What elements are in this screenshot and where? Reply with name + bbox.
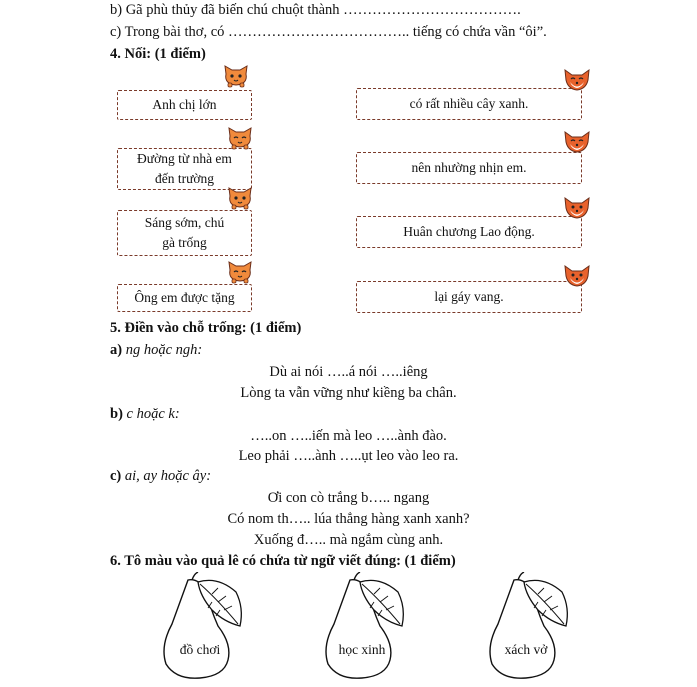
- fox-icon: [562, 128, 592, 154]
- cat-icon: [222, 64, 250, 88]
- question-3c: c) Trong bài thơ, có ……………………………….. tiếng có chứa vần “ôi”.: [110, 24, 547, 40]
- match-right-1-text: có rất nhiều cây xanh.: [409, 96, 529, 111]
- fox-icon: [562, 194, 592, 220]
- match-left-4-text: Ông em được tặng: [134, 290, 235, 305]
- fill-a-line-1: Dù ai nói …..á nói …..iêng: [269, 364, 428, 380]
- pear-1-label: đồ chơi: [179, 642, 221, 657]
- fill-part-c-hint: ai, ay hoặc ây:: [124, 468, 212, 484]
- fill-b-line-2: Leo phải …..ành …..ụt leo vào leo ra.: [238, 448, 459, 464]
- fill-part-b-header: [110, 406, 180, 423]
- cat-icon: [226, 186, 254, 210]
- pear-2[interactable]: [314, 572, 410, 682]
- fill-a-line-2: Lòng ta vẫn vững như kiềng ba chân.: [240, 385, 457, 401]
- match-left-1[interactable]: [117, 90, 252, 120]
- match-right-3[interactable]: [356, 216, 582, 248]
- pear-3[interactable]: [478, 572, 574, 682]
- match-left-2[interactable]: [117, 148, 252, 190]
- match-left-1-text: Anh chị lớn: [152, 97, 217, 112]
- fill-c-line-2: Có nom th….. lúa thẳng hàng xanh xanh?: [227, 511, 470, 527]
- fill-part-a-hint: ng hoặc ngh:: [125, 342, 203, 358]
- match-left-4[interactable]: [117, 284, 252, 312]
- pear-2-label: học xinh: [338, 642, 386, 657]
- fill-c-line-3: Xuống đ….. mà ngắm cùng anh.: [253, 532, 444, 548]
- fox-icon: [562, 262, 592, 288]
- question-4-title: 4. Nối: (1 điểm): [110, 46, 206, 62]
- match-left-3-line2: gà trống: [162, 235, 207, 250]
- fox-icon: [562, 66, 592, 92]
- fill-part-c-header: [110, 468, 211, 485]
- fill-c-line-1: Ơi con cò trắng b….. ngang: [267, 490, 430, 506]
- match-right-3-text: Huân chương Lao động.: [403, 224, 535, 239]
- pear-1[interactable]: [152, 572, 248, 682]
- cat-icon: [226, 260, 254, 284]
- question-6-title: 6. Tô màu vào quả lê có chứa từ ngữ viết đúng: (1 điểm): [110, 553, 456, 569]
- match-right-1[interactable]: [356, 88, 582, 120]
- pear-3-label: xách vở: [504, 642, 548, 657]
- question-5-title: 5. Điền vào chỗ trống: (1 điểm): [110, 320, 302, 336]
- match-right-4-text: lại gáy vang.: [434, 289, 504, 304]
- question-3b: b) Gã phù thủy đã biến chú chuột thành ……………………………….: [110, 2, 521, 18]
- pear-icon: [478, 572, 574, 682]
- pear-icon: [314, 572, 410, 682]
- fill-part-b-hint: c hoặc k:: [126, 406, 180, 422]
- match-left-3-line1: Sáng sớm, chú: [144, 215, 225, 230]
- cat-icon: [226, 126, 254, 150]
- match-right-4[interactable]: [356, 281, 582, 313]
- match-left-3[interactable]: [117, 210, 252, 256]
- fill-b-line-1: …..on …..iến mà leo …..ành đào.: [250, 428, 447, 444]
- pear-icon: [152, 572, 248, 682]
- fill-part-b-label: b): [110, 406, 123, 422]
- fill-part-c-label: c): [110, 468, 122, 484]
- fill-part-a-label: a): [110, 342, 123, 358]
- match-right-2-text: nên nhường nhịn em.: [411, 160, 527, 175]
- match-left-2-line2: đến trường: [154, 171, 215, 186]
- match-left-2-line1: Đường từ nhà em: [137, 151, 232, 166]
- match-right-2[interactable]: [356, 152, 582, 184]
- fill-part-a-header: [110, 342, 202, 359]
